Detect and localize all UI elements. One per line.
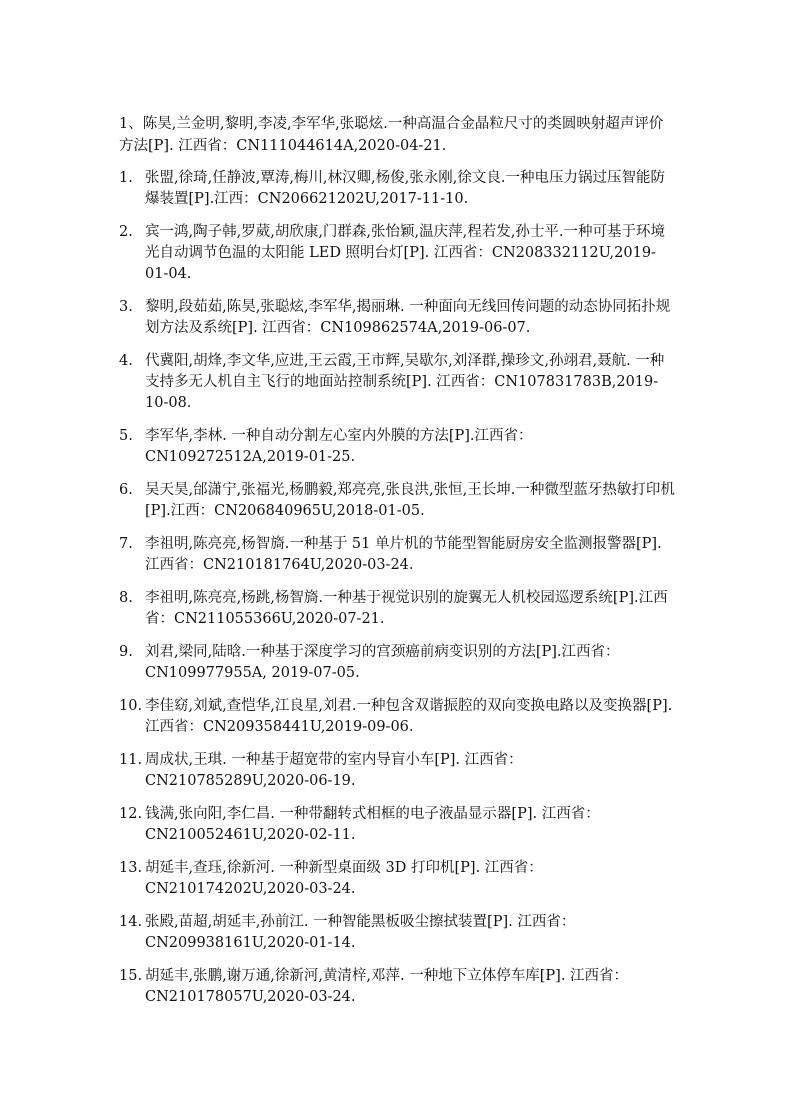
- reference-number: 9.: [119, 644, 133, 660]
- reference-text: 张殿,苗超,胡延丰,孙前江. 一种智能黑板吸尘擦拭装置[P]. 江西省：CN209938161U,2020-01-14.: [145, 914, 576, 951]
- reference-item: [119, 351, 675, 414]
- intro-reference: 1、陈昊,兰金明,黎明,李凌,李军华,张聪炫.一种高温合金晶粒尺寸的类圆映射超声评价方法[P]. 江西省：CN111044614A,2020-04-21.: [119, 116, 664, 154]
- reference-text: 代冀阳,胡烽,李文华,应进,王云霞,王市辉,吴歇尔,刘泽群,操珍文,孙翊君,聂航. 一种支持多无人机自主飞行的地面站控制系统[P]. 江西省：CN107831783B,2019-10-08.: [145, 353, 665, 411]
- reference-text: 张盟,徐琦,任静波,覃涛,梅川,林汉卿,杨俊,张永刚,徐文良.一种电压力锅过压智能防爆装置[P].江西：CN206621202U,2017-11-10.: [145, 170, 665, 207]
- reference-text: 李祖明,陈亮亮,杨智旖.一种基于 51 单片机的节能型智能厨房安全监测报警器[P].江西省：CN210181764U,2020-03-24.: [145, 536, 662, 573]
- reference-number: 2.: [119, 224, 133, 240]
- reference-number: 15.: [119, 968, 143, 984]
- reference-list: [119, 168, 675, 1008]
- reference-item: [119, 168, 675, 210]
- patent-reference-list: [119, 113, 675, 1020]
- reference-item: [119, 297, 675, 339]
- reference-text: 吴天昊,邰潇宁,张福光,杨鹏毅,郑亮亮,张良洪,张恒,王长坤.一种微型蓝牙热敏打印机[P].江西：CN206840965U,2018-01-05.: [145, 482, 675, 519]
- reference-text: 胡延丰,张鹏,谢万通,徐新河,黄清梓,邓萍. 一种地下立体停车库[P]. 江西省：CN210178057U,2020-03-24.: [145, 968, 629, 1005]
- reference-number: 3.: [119, 299, 133, 315]
- reference-number: 4.: [119, 353, 133, 369]
- reference-number: 13.: [119, 860, 143, 876]
- reference-item: [119, 966, 675, 1008]
- reference-number: 11.: [119, 752, 143, 768]
- reference-text: 李祖明,陈亮亮,杨跳,杨智旖.一种基于视觉识别的旋翼无人机校园巡逻系统[P].江西省：CN211055366U,2020-07-21.: [145, 590, 668, 627]
- reference-text: 李佳窈,刘斌,查恺华,江良星,刘君.一种包含双谐振腔的双向变换电路以及变换器[P].江西省：CN209358441U,2019-09-06.: [145, 698, 673, 735]
- reference-text: 钱满,张向阳,李仁昌. 一种带翻转式相框的电子液晶显示器[P]. 江西省：CN210052461U,2020-02-11.: [145, 806, 600, 843]
- reference-text: 周成状,王琪. 一种基于超宽带的室内导盲小车[P]. 江西省：CN210785289U,2020-06-19.: [145, 752, 523, 789]
- reference-item: [119, 426, 675, 468]
- reference-number: 5.: [119, 428, 133, 444]
- reference-number: 10.: [119, 698, 143, 714]
- reference-number: 6.: [119, 482, 133, 498]
- reference-number: 12.: [119, 806, 143, 822]
- reference-text: 刘君,梁同,陆晗.一种基于深度学习的宫颈癌前病变识别的方法[P].江西省：CN109977955A, 2019-07-05.: [145, 644, 620, 681]
- reference-item: [119, 222, 675, 285]
- reference-text: 李军华,李林. 一种自动分割左心室内外膜的方法[P].江西省：CN109272512A,2019-01-25.: [145, 428, 533, 465]
- reference-number: 14.: [119, 914, 143, 930]
- reference-item: [119, 696, 675, 738]
- reference-item: [119, 750, 675, 792]
- reference-number: 8.: [119, 590, 133, 606]
- reference-item: [119, 858, 675, 900]
- reference-text: 黎明,段茹茹,陈昊,张聪炫,李军华,揭丽琳. 一种面向无线回传问题的动态协同拓扑规划方法及系统[P]. 江西省：CN109862574A,2019-06-07.: [145, 299, 671, 336]
- reference-text: 宾一鸿,陶子韩,罗葳,胡欣康,门群森,张怡颖,温庆萍,程若发,孙士平.一种可基于环境光自动调节色温的太阳能 LED 照明台灯[P]. 江西省：CN208332112U,2019-01-04.: [145, 224, 665, 282]
- reference-number: 7.: [119, 536, 133, 552]
- reference-text: 胡延丰,查珏,徐新河. 一种新型桌面级 3D 打印机[P]. 江西省：CN210174202U,2020-03-24.: [145, 860, 543, 897]
- reference-item: [119, 642, 675, 684]
- reference-item: [119, 912, 675, 954]
- reference-item: [119, 480, 675, 522]
- reference-item: [119, 534, 675, 576]
- reference-number: 1.: [119, 170, 133, 186]
- reference-item: [119, 588, 675, 630]
- reference-item: [119, 804, 675, 846]
